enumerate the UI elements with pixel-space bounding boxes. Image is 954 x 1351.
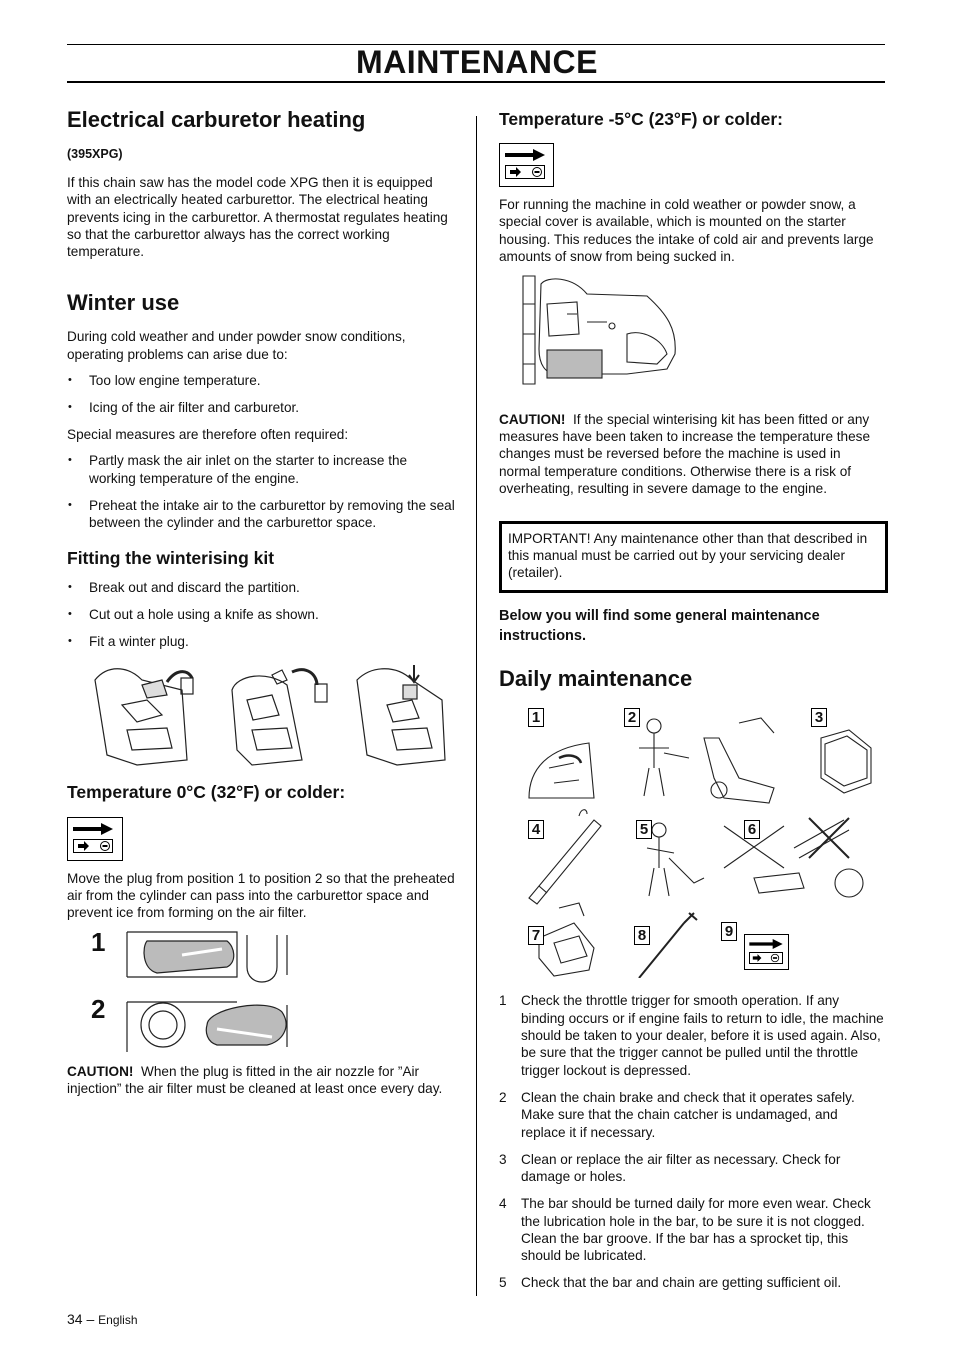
page-title: MAINTENANCE <box>356 44 598 80</box>
caution-text: When the plug is fitted in the air nozzle for ”Air injection” the air filter must be cleaned at least once every day. <box>67 1063 443 1097</box>
kit-heading: Fitting the winterising kit <box>67 547 275 568</box>
plug-position-illustration <box>67 927 455 1057</box>
important-notice <box>499 521 888 593</box>
list-item: • Icing of the air filter and carburetor. <box>67 399 455 416</box>
cold-setting-symbol <box>67 817 123 861</box>
list-item <box>499 1151 885 1186</box>
item-number: 5 <box>499 1275 507 1291</box>
daily-heading: Daily maintenance <box>499 665 693 691</box>
arrow-right-icon <box>77 840 91 852</box>
important-text: IMPORTANT! Any maintenance other than that described in this manual must be carried out by your servicing dealer (retailer). <box>508 530 868 581</box>
item-text: The bar should be turned daily for more even wear. Check the lubrication hole in the bar, to be sure it is not clogged. Clean the bar groove. If the bar has a sprocket tip, this should be lubricated. <box>521 1196 871 1264</box>
right-column <box>499 100 885 1301</box>
daily-maintenance-illustration <box>499 708 885 978</box>
footer-language: English <box>98 1313 138 1327</box>
model-code: (395XPG) <box>67 147 123 162</box>
setting-panel <box>749 952 783 964</box>
stop-symbol-icon <box>770 953 780 963</box>
winter-intro: During cold weather and under powder snow conditions, operating problems can arise due to: <box>67 329 406 362</box>
caution-text: If the special winterising kit has been fitted or any measures have been taken to increase the temperature these changes must be reversed before the machine is used in normal temperature conditions. Otherwise there is a risk of overheating, resulting in severe damage to the engine. <box>499 411 871 497</box>
item-text: Clean the chain brake and check that it operates safely. Make sure that the chain catcher is undamaged, and replace it if necessary. <box>521 1089 855 1140</box>
page-number: 34 – <box>67 1311 95 1327</box>
list-item <box>499 1274 885 1291</box>
plug-diagram <box>67 927 455 1057</box>
figure-number: 9 <box>721 922 737 941</box>
list-item <box>499 992 885 1079</box>
item-text: Check that the bar and chain are getting sufficient oil. <box>521 1275 842 1291</box>
page-footer <box>67 1311 138 1327</box>
winter-heading: Winter use <box>67 289 180 315</box>
problem-list <box>67 372 455 416</box>
item-number: 4 <box>499 1196 507 1212</box>
cold-setting-symbol <box>744 934 789 970</box>
measures-intro: Special measures are therefore often required: <box>67 427 349 443</box>
arrow-right-icon <box>749 939 783 949</box>
header-bottom-rule <box>67 81 885 83</box>
winterising-kit-illustration <box>67 660 455 770</box>
list-item: • Partly mask the air inlet on the starter to increase the working temperature of the engine. <box>67 452 455 487</box>
figure-number: 2 <box>624 708 640 727</box>
figure-number: 1 <box>528 708 544 727</box>
setting-panel <box>73 839 113 853</box>
item-number: 1 <box>499 993 507 1009</box>
list-item: • Too low engine temperature. <box>67 372 455 389</box>
temp0-heading: Temperature 0°C (32°F) or colder: <box>67 781 346 802</box>
arrow-right-icon <box>73 823 113 835</box>
item-text: Check the throttle trigger for smooth operation. If any binding occurs or if engine fails to return to idle, the machine should be taken to your dealer, before it is used again. Also, be sure that the trigger cannot be pulled until the throttle trigger lockout is depressed. <box>521 993 884 1078</box>
measures-list <box>67 452 455 531</box>
kit-steps <box>67 579 455 650</box>
figure-number: 7 <box>528 926 544 945</box>
figure-number: 3 <box>811 708 827 727</box>
electrical-body: If this chain saw has the model code XPG then it is equipped with an electrically heated carburettor. The electrical heating prevents icing in the carburettor. A thermostat regulates heating so that the carburettor always has the correct working temperature. <box>67 174 448 260</box>
arrow-right-icon <box>509 166 523 178</box>
figure-number: 6 <box>744 820 760 839</box>
list-item: • Fit a winter plug. <box>67 633 455 650</box>
item-number: 2 <box>499 1089 507 1105</box>
item-number: 3 <box>499 1151 507 1167</box>
daily-checklist <box>499 992 885 1291</box>
column-divider <box>476 116 477 1296</box>
electrical-heading: Electrical carburetor heating <box>67 107 366 132</box>
caution-label: CAUTION! <box>499 411 566 427</box>
stop-symbol-icon <box>531 166 543 178</box>
list-item: • Preheat the intake air to the carburettor by removing the seal between the cylinder and the carburettor space. <box>67 497 455 532</box>
setting-panel <box>505 165 545 179</box>
figure-number: 5 <box>636 820 652 839</box>
maintenance-figures <box>499 708 885 978</box>
figure-number: 4 <box>528 820 544 839</box>
left-column <box>67 100 455 1098</box>
cold-setting-symbol <box>499 143 554 187</box>
chainsaw-winter-cover-illustration <box>517 274 717 394</box>
arrow-right-icon <box>752 953 763 963</box>
figure-number: 8 <box>634 926 650 945</box>
temp5-body: For running the machine in cold weather or powder snow, a special cover is available, which is mounted on the starter housing. This reduces the intake of cold air and prevents large amounts of snow from being sucked in. <box>499 197 874 265</box>
temp0-caution <box>67 1063 455 1098</box>
arrow-right-icon <box>505 149 545 161</box>
list-item <box>499 1195 885 1265</box>
list-item: • Cut out a hole using a knife as shown. <box>67 606 455 623</box>
caution-label: CAUTION! <box>67 1063 134 1079</box>
general-instructions-note: Below you will find some general maintenance instructions. <box>499 607 820 644</box>
stop-symbol-icon <box>99 840 111 852</box>
position-2-label: 2 <box>91 993 106 1024</box>
list-item: • Break out and discard the partition. <box>67 579 455 596</box>
item-text: Clean or replace the air filter as necessary. Check for damage or holes. <box>521 1151 841 1185</box>
temp5-caution <box>499 411 885 498</box>
temp0-body: Move the plug from position 1 to position 2 so that the preheated air from the cylinder can pass into the carburettor space and prevent ice from forming on the air filter. <box>67 870 455 921</box>
list-item <box>499 1089 885 1141</box>
position-1-label: 1 <box>91 926 106 957</box>
temp5-heading: Temperature -5°C (23°F) or colder: <box>499 109 784 129</box>
